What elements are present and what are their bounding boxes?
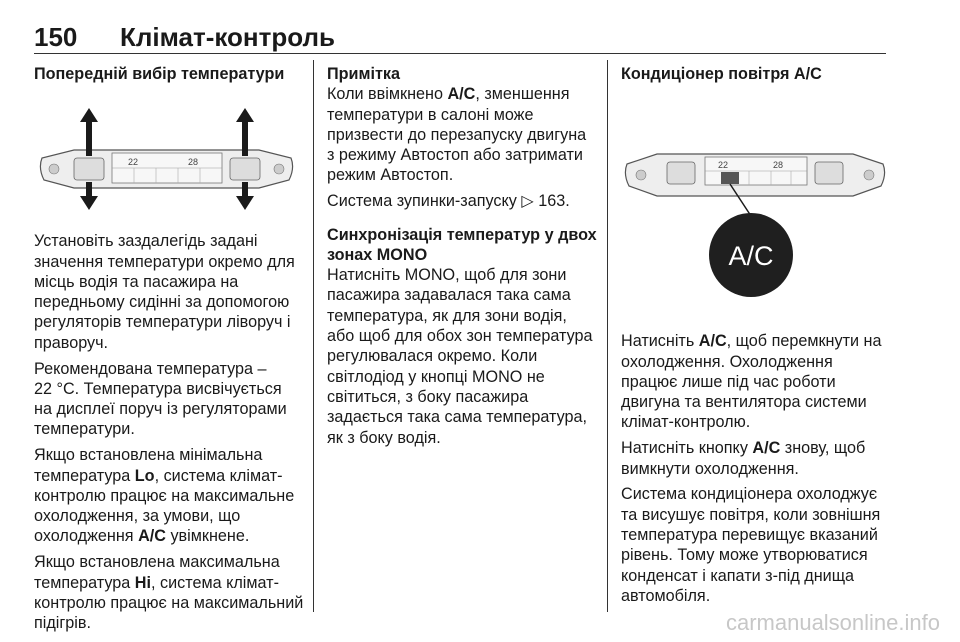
note-title: Примітка bbox=[327, 65, 400, 83]
ac-climate-panel bbox=[625, 154, 884, 196]
header-rule bbox=[34, 53, 886, 54]
column-divider-1 bbox=[313, 60, 314, 612]
paragraph-ac-on: Натисніть A/C, щоб перемкнути на охолодження. Охолодження працює лише під час роботи двигуна та вентилятора системи клімат-контролю. bbox=[621, 332, 882, 432]
ac-right-temp-display: 28 bbox=[773, 160, 784, 171]
section-heading-ac: Кондиціонер повітря A/C bbox=[621, 65, 822, 83]
paragraph-ac-condensate: Система кондиціонера охолоджує та висушує повітря, коли зовнішня температура перевищує вказаний рівень. Тому може утворюватися конденсат і капати з-під днища автомобіля. bbox=[621, 485, 881, 605]
section-heading-preset-temp: Попередній вибір температури bbox=[34, 65, 285, 83]
temperature-preset-figure bbox=[34, 88, 299, 216]
page-header bbox=[34, 22, 886, 54]
ac-figure bbox=[621, 88, 889, 298]
column-1 bbox=[34, 64, 304, 639]
ac-left-temp-display: 22 bbox=[718, 160, 729, 171]
column-2 bbox=[327, 64, 599, 453]
paragraph-preset: Установіть заздалегідь задані значення температури окремо для місць водія та пасажира на передньому сидінні за допомогою регуляторів температури ліворуч і праворуч. bbox=[34, 232, 295, 352]
page-number: 150 bbox=[34, 22, 78, 52]
stop-start-reference: Система зупинки-запуску ▷ 163. bbox=[327, 192, 570, 211]
watermark: carmanualsonline.info bbox=[725, 610, 940, 635]
page-reference-icon: ▷ bbox=[521, 192, 534, 211]
mono-heading: Синхронізація температур у двох зонах MONO bbox=[327, 225, 597, 264]
note-text: Коли ввімкнено A/C, зменшення температури в салоні може призвести до перезапуску двигуна з режиму Автостоп або затримати режим Автостоп. bbox=[327, 85, 587, 185]
stop-start-link[interactable]: 163. bbox=[538, 192, 570, 211]
climate-panel bbox=[40, 150, 292, 188]
mono-text: Натисніть MONO, щоб для зони пасажира задавалася така сама температура, як для зони водія, або щоб для обох зон температура регулювалася окремо. Коли світлодіод у кнопці MONO не світиться, з боку пасажира задається така сама температура, як з боку водія. bbox=[327, 266, 593, 447]
ac-callout-label: A/C bbox=[728, 241, 774, 272]
paragraph-lo: Якщо встановлена мінімальна температура Lo, система клімат- контролю працює на максимальне охолодження, за умови, що охолодження A/C увімкнене. bbox=[34, 446, 295, 546]
left-temp-display: 22 bbox=[128, 157, 139, 168]
column-3 bbox=[621, 64, 891, 612]
paragraph-ac-off: Натисніть кнопку A/C знову, щоб вимкнути охолодження. bbox=[621, 439, 866, 478]
page-title: Клімат-контроль bbox=[120, 22, 335, 52]
column-divider-2 bbox=[607, 60, 608, 612]
right-temp-display: 28 bbox=[188, 157, 199, 168]
paragraph-recommended: Рекомендована температура – 22 °C. Температура висвічується на дисплеї поруч із регуляторами температури. bbox=[34, 359, 287, 439]
paragraph-hi: Якщо встановлена максимальна температура Hi, система клімат- контролю працює на максимальний підігрів. bbox=[34, 553, 304, 633]
